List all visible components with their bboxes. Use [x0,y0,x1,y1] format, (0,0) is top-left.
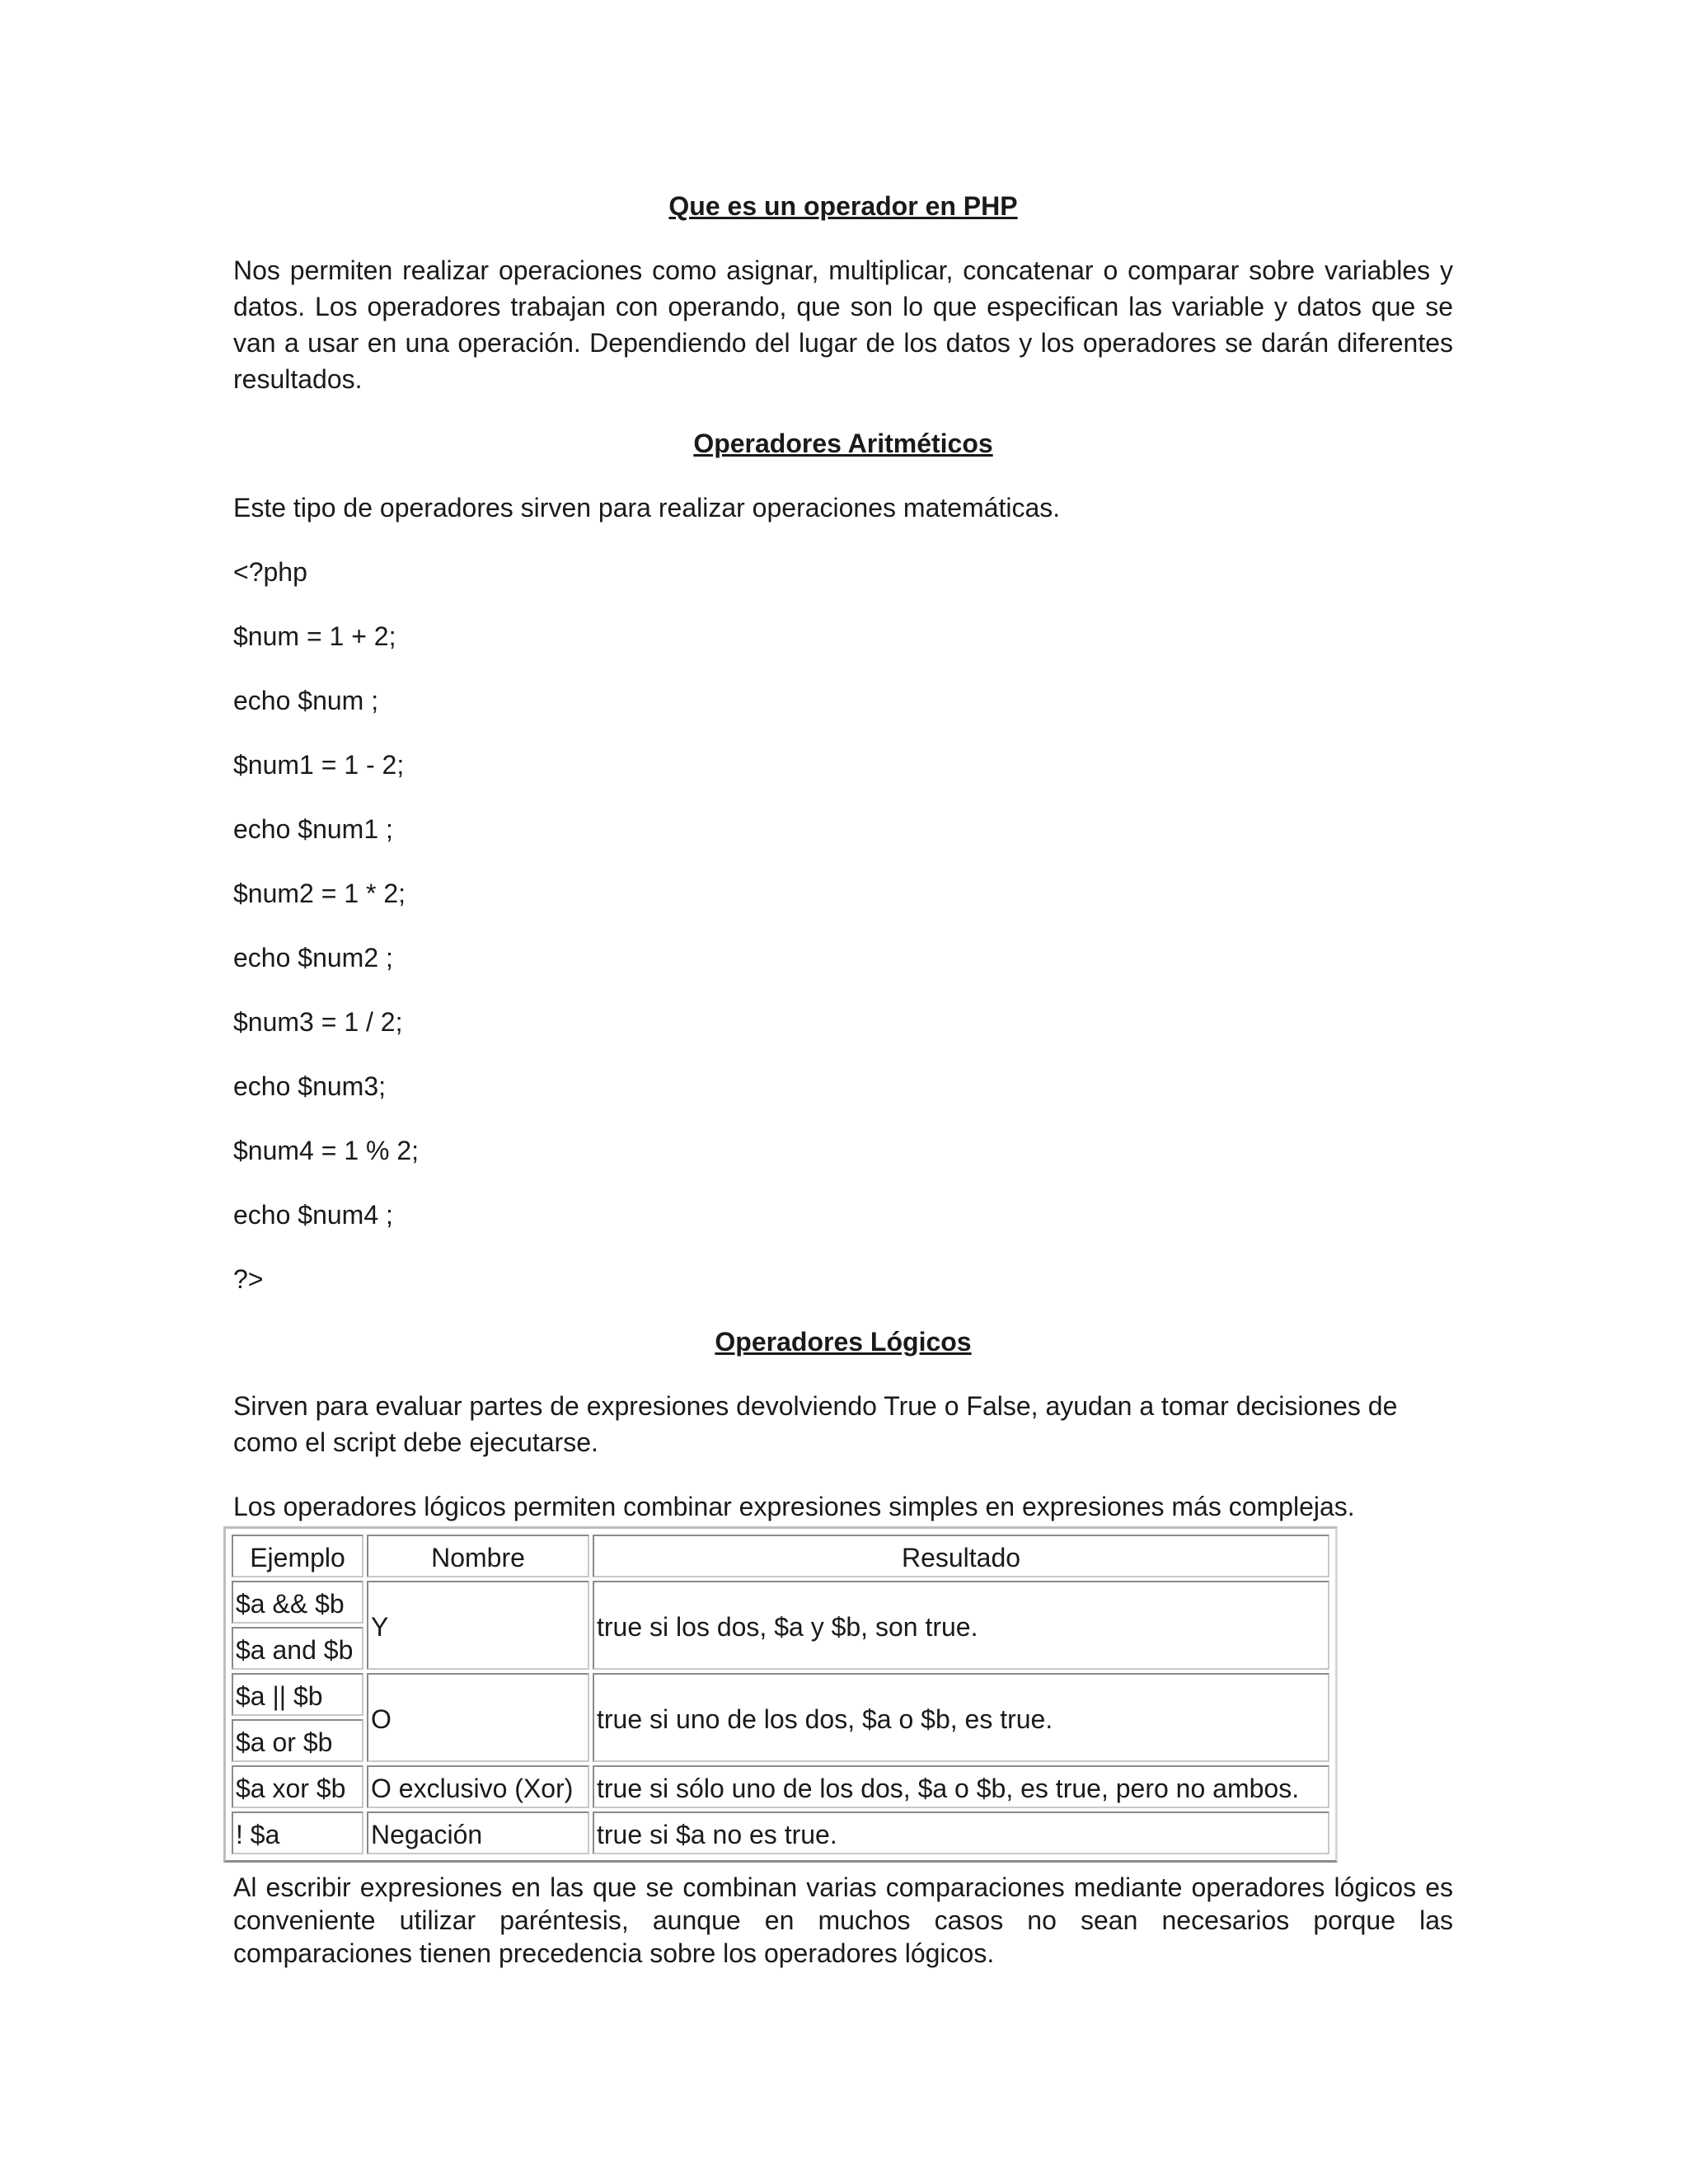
result-cell: true si los dos, $a y $b, son true. [593,1581,1329,1670]
page-title: Que es un operador en PHP [668,191,1018,221]
example-cell: ! $a [232,1811,363,1854]
code-line: $num2 = 1 * 2; [233,879,406,908]
result-cell: true si $a no es true. [593,1811,1329,1854]
code-line: <?php [233,557,307,587]
code-line: $num = 1 + 2; [233,621,396,651]
table-row [232,1811,1329,1854]
example-cell: $a xor $b [232,1765,363,1808]
name-cell: Negación [367,1811,589,1854]
column-header-resultado: Resultado [593,1535,1329,1577]
example-cell: $a or $b [232,1719,363,1762]
table-row [232,1673,1329,1716]
code-line: echo $num ; [233,686,379,715]
column-header-nombre: Nombre [367,1535,589,1577]
arithmetic-description: Este tipo de operadores sirven para realizar operaciones matemáticas. [233,493,1061,523]
intro-paragraph: Nos permiten realizar operaciones como asignar, multiplicar, concatenar o comparar sobre variables y datos. Los operadores trabajan con operando, que son lo que especifican las variable y datos que se van a usar en una operación. Dependiendo del lugar de los datos y los operadores se darán diferentes resultados. [233,255,1453,394]
code-line: $num3 = 1 / 2; [233,1007,403,1037]
code-line: echo $num4 ; [233,1200,393,1230]
code-line: echo $num1 ; [233,814,393,844]
arithmetic-code-block [233,554,1453,1297]
closing-paragraph: Al escribir expresiones en las que se combinan varias comparaciones mediante operadores lógicos es conveniente utilizar paréntesis, aunque en muchos casos no sean necesarios porque las comparaciones tienen precedencia sobre los operadores lógicos. [233,1872,1453,1968]
logic-operators-table [223,1526,1338,1863]
name-cell: Y [367,1581,589,1670]
arithmetic-heading: Operadores Aritméticos [693,429,993,458]
logic-description-2: Los operadores lógicos permiten combinar expresiones simples en expresiones más complejas. [233,1492,1355,1521]
table-row [232,1581,1329,1624]
table-header-row [232,1535,1329,1577]
code-line: ?> [233,1264,264,1294]
logic-heading: Operadores Lógicos [715,1327,972,1357]
document-body [233,188,1453,1970]
column-header-ejemplo: Ejemplo [232,1535,363,1577]
table-row [232,1765,1329,1808]
name-cell: O exclusivo (Xor) [367,1765,589,1808]
logic-description: Sirven para evaluar partes de expresiones devolviendo True o False, ayudan a tomar decisiones de como el script debe ejecutarse. [233,1391,1398,1457]
code-line: echo $num2 ; [233,943,393,972]
result-cell: true si sólo uno de los dos, $a o $b, es true, pero no ambos. [593,1765,1329,1808]
example-cell: $a || $b [232,1673,363,1716]
name-cell: O [367,1673,589,1762]
example-cell: $a && $b [232,1581,363,1624]
example-cell: $a and $b [232,1627,363,1670]
code-line: echo $num3; [233,1071,387,1101]
code-line: $num1 = 1 - 2; [233,750,405,780]
result-cell: true si uno de los dos, $a o $b, es true. [593,1673,1329,1762]
code-line: $num4 = 1 % 2; [233,1136,420,1165]
